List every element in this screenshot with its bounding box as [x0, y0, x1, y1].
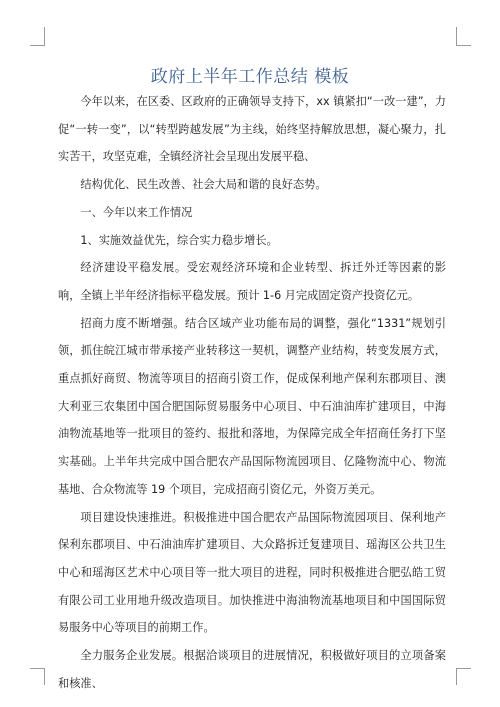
crop-mark-bottom-left: [30, 668, 45, 685]
paragraph-investment: 招商力度不断增强。结合区域产业功能布局的调整，强化“1331”规划引领，抓住皖江城市带承接产业转移这一契机，调整产业结构，转变发展方式，重点抓好商贸、物流等项目的招商引资工作，促成保利地产保利东郡项目、澳大利亚三农集团中国合肥国际贸易服务中心项目、中石油油库扩建项目，中海油物流基地等一批项目的签约、报批和落地，为保障完成全年招商任务打下坚实基础。上半年共完成中国合肥农产品国际物流园项目、亿隆物流中心、物流基地、合众物流等 19 个项目，完成招商引资亿元，外资万美元。: [58, 316, 446, 496]
paragraph-economy: 经济建设平稳发展。受宏观经济环境和企业转型、拆迁外迁等因素的影响，全镇上半年经济指标平稳发展。预计 1-6 月完成固定资产投资亿元。: [58, 261, 446, 302]
crop-mark-top-left: [30, 27, 45, 46]
paragraph-intro: 今年以来，在区委、区政府的正确领导支持下，xx 镇紧扣“一改一建”，力促“一转一变”，以“转型跨越发展”为主线，始终坚持解放思想，凝心聚力，扎实苦干，攻坚克难，全镇经济社会呈现出发展平稳、: [58, 95, 446, 164]
section-heading: 一、今年以来工作情况: [80, 205, 193, 219]
subsection-heading: 1、实施效益优先，综合实力稳步增长。: [80, 233, 278, 247]
crop-mark-bottom-right: [456, 668, 471, 685]
crop-mark-top-right: [456, 27, 471, 46]
paragraph-projects: 项目建设快速推进。积极推进中国合肥农产品国际物流园项目、保利地产保利东郡项目、中石油油库扩建项目、大众路拆迁复建项目、瑶海区公共卫生中心和瑶海区艺术中心项目等一批大项目的进程，同时积极推进合肥弘皓工贸有限公司工业用地升级改造项目。加快推进中海油物流基地项目和中国国际贸易服务中心等项目的前期工作。: [58, 510, 446, 635]
document-body: [58, 88, 446, 697]
document-title: 政府上半年工作总结 模板: [150, 67, 350, 87]
paragraph-intro-continued: 结构优化、民生改善、社会大局和谐的良好态势。: [80, 178, 327, 192]
paragraph-services: 全力服务企业发展。根据洽谈项目的进展情况，积极做好项目的立项备案和核准、: [58, 649, 446, 690]
